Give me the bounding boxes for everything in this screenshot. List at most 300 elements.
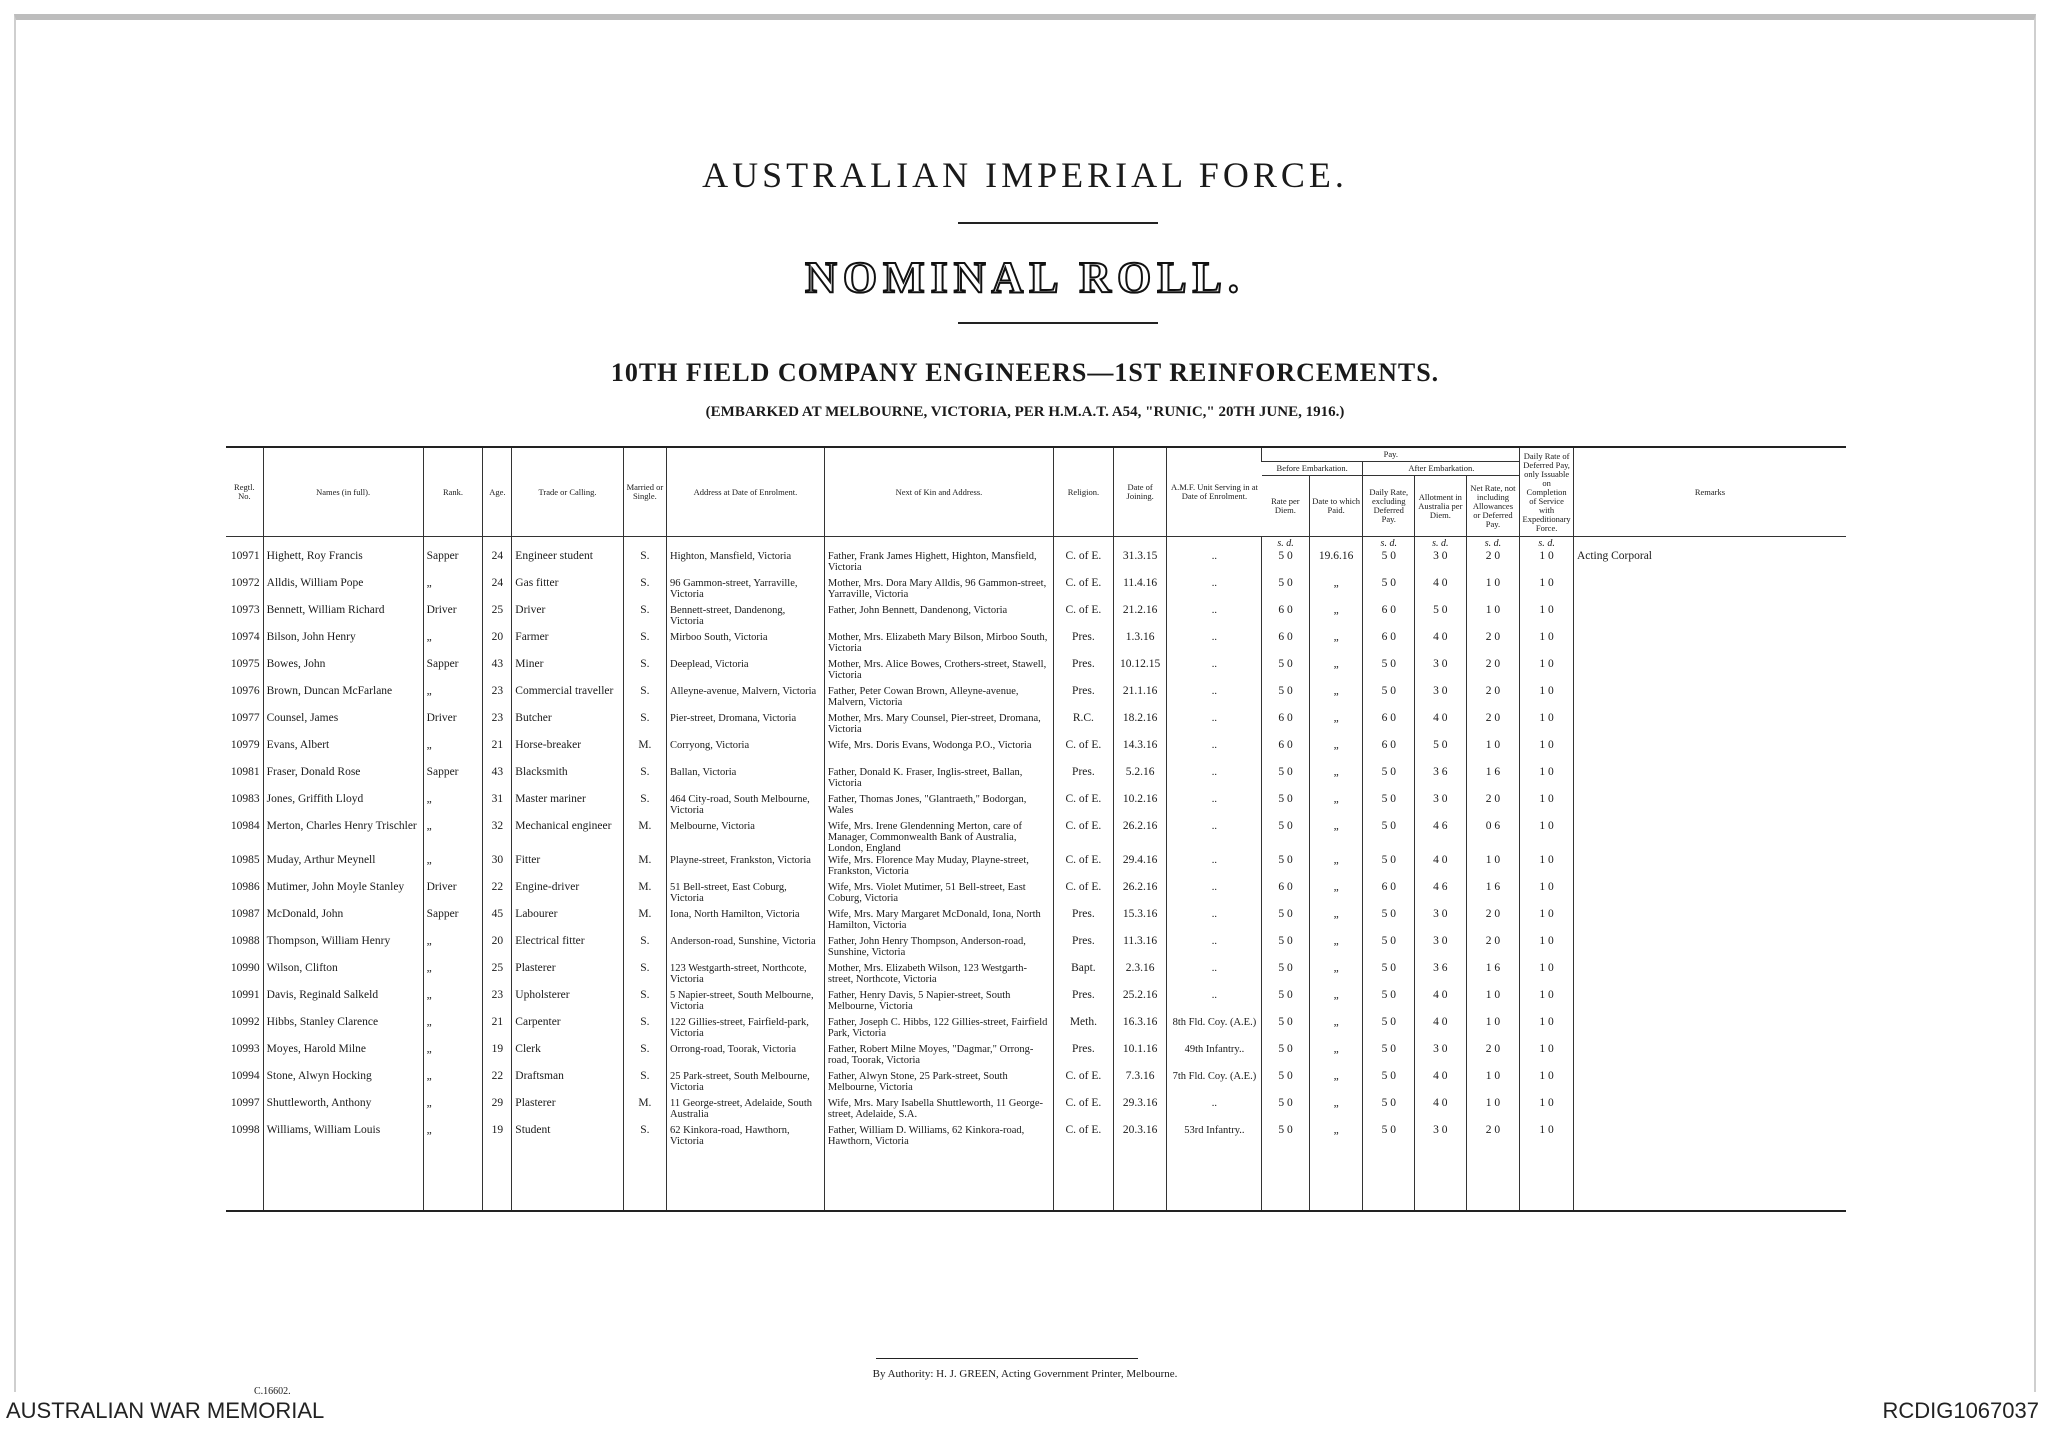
deferred-pay: 1 0 bbox=[1520, 631, 1574, 658]
unit-serving: .. bbox=[1167, 1097, 1262, 1124]
daily-rate: 5 0 bbox=[1363, 658, 1415, 685]
date-paid: „ bbox=[1309, 793, 1363, 820]
soldier-name: Thompson, William Henry bbox=[263, 935, 423, 962]
date-joined: 7.3.16 bbox=[1113, 1070, 1167, 1097]
daily-rate: 5 0 bbox=[1363, 685, 1415, 712]
religion: Meth. bbox=[1053, 1016, 1113, 1043]
daily-rate: 5 0 bbox=[1363, 1043, 1415, 1070]
rate-per-diem: 5 0 bbox=[1262, 962, 1309, 989]
table-row bbox=[226, 604, 1846, 631]
trade: Butcher bbox=[512, 712, 623, 739]
trade: Fitter bbox=[512, 854, 623, 881]
rate-per-diem: 5 0 bbox=[1262, 1070, 1309, 1097]
rank: „ bbox=[423, 1124, 483, 1151]
col-rate-per-diem: Rate per Diem. bbox=[1262, 476, 1309, 537]
date-paid: „ bbox=[1309, 1097, 1363, 1124]
trade: Plasterer bbox=[512, 962, 623, 989]
soldier-name: Wilson, Clifton bbox=[263, 962, 423, 989]
net-rate: 2 0 bbox=[1466, 1043, 1520, 1070]
marital-status: S. bbox=[623, 989, 666, 1016]
daily-rate: 5 0 bbox=[1363, 820, 1415, 854]
religion: Pres. bbox=[1053, 935, 1113, 962]
address: Melbourne, Victoria bbox=[667, 820, 825, 854]
trade: Farmer bbox=[512, 631, 623, 658]
net-rate: 2 0 bbox=[1466, 1124, 1520, 1151]
table-row bbox=[226, 766, 1846, 793]
trade: Plasterer bbox=[512, 1097, 623, 1124]
col-married: Married or Single. bbox=[623, 447, 666, 537]
empty-cell bbox=[1167, 1151, 1262, 1211]
address: Corryong, Victoria bbox=[667, 739, 825, 766]
address: 464 City-road, South Melbourne, Victoria bbox=[667, 793, 825, 820]
address: Highton, Mansfield, Victoria bbox=[667, 550, 825, 577]
rank: „ bbox=[423, 793, 483, 820]
rate-per-diem: 6 0 bbox=[1262, 631, 1309, 658]
regtl-no: 10983 bbox=[230, 793, 260, 805]
table-row bbox=[226, 908, 1846, 935]
net-rate: 1 0 bbox=[1466, 1016, 1520, 1043]
net-rate: 2 0 bbox=[1466, 631, 1520, 658]
remarks bbox=[1573, 793, 1846, 820]
daily-rate: 5 0 bbox=[1363, 989, 1415, 1016]
date-joined: 11.3.16 bbox=[1113, 935, 1167, 962]
trade: Driver bbox=[512, 604, 623, 631]
empty-cell bbox=[667, 1151, 825, 1211]
net-rate: 1 0 bbox=[1466, 604, 1520, 631]
deferred-pay: 1 0 bbox=[1520, 935, 1574, 962]
date-joined: 26.2.16 bbox=[1113, 820, 1167, 854]
remarks bbox=[1573, 1070, 1846, 1097]
deferred-pay: 1 0 bbox=[1520, 908, 1574, 935]
address: Playne-street, Frankston, Victoria bbox=[667, 854, 825, 881]
allotment: 4 0 bbox=[1415, 854, 1467, 881]
unit-serving: .. bbox=[1167, 550, 1262, 577]
date-paid: „ bbox=[1309, 658, 1363, 685]
regtl-no: 10972 bbox=[230, 577, 260, 589]
date-joined: 18.2.16 bbox=[1113, 712, 1167, 739]
col-rank: Rank. bbox=[423, 447, 483, 537]
allotment: 3 0 bbox=[1415, 908, 1467, 935]
empty-cell bbox=[1262, 1151, 1309, 1211]
daily-rate: 6 0 bbox=[1363, 604, 1415, 631]
address: Pier-street, Dromana, Victoria bbox=[667, 712, 825, 739]
deferred-pay: 1 0 bbox=[1520, 1016, 1574, 1043]
deferred-pay: 1 0 bbox=[1520, 739, 1574, 766]
age: 25 bbox=[483, 962, 512, 989]
daily-rate: 5 0 bbox=[1363, 1016, 1415, 1043]
soldier-name: Stone, Alwyn Hocking bbox=[263, 1070, 423, 1097]
remarks bbox=[1573, 854, 1846, 881]
date-joined: 10.12.15 bbox=[1113, 658, 1167, 685]
remarks: Acting Corporal bbox=[1573, 550, 1846, 577]
marital-status: S. bbox=[623, 962, 666, 989]
col-allotment: Allotment in Australia per Diem. bbox=[1415, 476, 1467, 537]
unit-serving: 49th Infantry.. bbox=[1167, 1043, 1262, 1070]
date-paid: „ bbox=[1309, 631, 1363, 658]
daily-rate: 5 0 bbox=[1363, 1070, 1415, 1097]
next-of-kin: Father, William D. Williams, 62 Kinkora-road, Hawthorn, Victoria bbox=[824, 1124, 1053, 1151]
trade: Gas fitter bbox=[512, 577, 623, 604]
deferred-pay: 1 0 bbox=[1520, 550, 1574, 577]
date-joined: 16.3.16 bbox=[1113, 1016, 1167, 1043]
subtitle-rule bbox=[958, 322, 1158, 324]
rate-per-diem: 5 0 bbox=[1262, 577, 1309, 604]
regtl-no: 10991 bbox=[230, 989, 260, 1001]
next-of-kin: Wife, Mrs. Violet Mutimer, 51 Bell-street, East Coburg, Victoria bbox=[824, 881, 1053, 908]
regtl-no: 10974 bbox=[230, 631, 260, 643]
col-before-embarkation: Before Embarkation. bbox=[1262, 462, 1363, 476]
col-names: Names (in full). bbox=[263, 447, 423, 537]
unit-d: d. bbox=[1493, 538, 1502, 549]
soldier-name: Bennett, William Richard bbox=[263, 604, 423, 631]
nominal-roll-table bbox=[226, 446, 1846, 1212]
trade: Labourer bbox=[512, 908, 623, 935]
rate-per-diem: 5 0 bbox=[1262, 1097, 1309, 1124]
rank: „ bbox=[423, 739, 483, 766]
net-rate: 2 0 bbox=[1466, 793, 1520, 820]
soldier-name: Davis, Reginald Salkeld bbox=[263, 989, 423, 1016]
net-rate: 1 0 bbox=[1466, 1070, 1520, 1097]
unit-serving: .. bbox=[1167, 908, 1262, 935]
unit-heading: 10TH FIELD COMPANY ENGINEERS—1ST REINFORCEMENTS. bbox=[610, 358, 1440, 387]
religion: C. of E. bbox=[1053, 604, 1113, 631]
empty-cell bbox=[1053, 1151, 1113, 1211]
address: 96 Gammon-street, Yarraville, Victoria bbox=[667, 577, 825, 604]
net-rate: 2 0 bbox=[1466, 935, 1520, 962]
soldier-name: Alldis, William Pope bbox=[263, 577, 423, 604]
rate-per-diem: 5 0 bbox=[1262, 1043, 1309, 1070]
col-date-joining: Date of Joining. bbox=[1113, 447, 1167, 537]
address: Bennett-street, Dandenong, Victoria bbox=[667, 604, 825, 631]
deferred-pay: 1 0 bbox=[1520, 658, 1574, 685]
trade: Miner bbox=[512, 658, 623, 685]
deferred-pay: 1 0 bbox=[1520, 820, 1574, 854]
next-of-kin: Father, Henry Davis, 5 Napier-street, South Melbourne, Victoria bbox=[824, 989, 1053, 1016]
marital-status: M. bbox=[623, 854, 666, 881]
soldier-name: Hibbs, Stanley Clarence bbox=[263, 1016, 423, 1043]
address: 11 George-street, Adelaide, South Australia bbox=[667, 1097, 825, 1124]
date-paid: „ bbox=[1309, 1043, 1363, 1070]
rank: „ bbox=[423, 935, 483, 962]
net-rate: 1 6 bbox=[1466, 962, 1520, 989]
regtl-no: 10990 bbox=[230, 962, 260, 974]
soldier-name: Bowes, John bbox=[263, 658, 423, 685]
unit-serving: 53rd Infantry.. bbox=[1167, 1124, 1262, 1151]
empty-cell bbox=[623, 1151, 666, 1211]
allotment: 4 6 bbox=[1415, 881, 1467, 908]
regtl-no: 10985 bbox=[230, 854, 260, 866]
marital-status: S. bbox=[623, 685, 666, 712]
table-row bbox=[226, 1070, 1846, 1097]
marital-status: S. bbox=[623, 658, 666, 685]
date-joined: 10.1.16 bbox=[1113, 1043, 1167, 1070]
regtl-no: 10992 bbox=[230, 1016, 260, 1028]
allotment: 3 6 bbox=[1415, 962, 1467, 989]
col-address: Address at Date of Enrolment. bbox=[667, 447, 825, 537]
unit-serving: .. bbox=[1167, 793, 1262, 820]
religion: Bapt. bbox=[1053, 962, 1113, 989]
religion: C. of E. bbox=[1053, 577, 1113, 604]
trade: Draftsman bbox=[512, 1070, 623, 1097]
rank: Driver bbox=[423, 604, 483, 631]
unit-serving: .. bbox=[1167, 820, 1262, 854]
date-paid: „ bbox=[1309, 881, 1363, 908]
date-paid: 19.6.16 bbox=[1309, 550, 1363, 577]
next-of-kin: Father, Frank James Highett, Highton, Mansfield, Victoria bbox=[824, 550, 1053, 577]
deferred-pay: 1 0 bbox=[1520, 685, 1574, 712]
daily-rate: 6 0 bbox=[1363, 631, 1415, 658]
deferred-pay: 1 0 bbox=[1520, 1070, 1574, 1097]
rank: „ bbox=[423, 1070, 483, 1097]
col-after-embarkation: After Embarkation. bbox=[1363, 462, 1520, 476]
col-age: Age. bbox=[483, 447, 512, 537]
rank: Sapper bbox=[423, 658, 483, 685]
age: 30 bbox=[483, 854, 512, 881]
rank: „ bbox=[423, 631, 483, 658]
trade: Commercial traveller bbox=[512, 685, 623, 712]
address: Orrong-road, Toorak, Victoria bbox=[667, 1043, 825, 1070]
trade: Mechanical engineer bbox=[512, 820, 623, 854]
trade: Engine-driver bbox=[512, 881, 623, 908]
allotment: 4 0 bbox=[1415, 1016, 1467, 1043]
date-paid: „ bbox=[1309, 712, 1363, 739]
title-rule bbox=[958, 222, 1158, 224]
daily-rate: 5 0 bbox=[1363, 793, 1415, 820]
marital-status: S. bbox=[623, 604, 666, 631]
regtl-no: 10971 bbox=[230, 550, 260, 562]
regtl-no: 10977 bbox=[230, 712, 260, 724]
rank: Driver bbox=[423, 712, 483, 739]
allotment: 3 0 bbox=[1415, 793, 1467, 820]
net-rate: 0 6 bbox=[1466, 820, 1520, 854]
remarks bbox=[1573, 739, 1846, 766]
date-joined: 26.2.16 bbox=[1113, 881, 1167, 908]
soldier-name: Mutimer, John Moyle Stanley bbox=[263, 881, 423, 908]
record-id: RCDIG1067037 bbox=[1882, 1398, 2039, 1423]
soldier-name: Bilson, John Henry bbox=[263, 631, 423, 658]
regtl-no: 10975 bbox=[230, 658, 260, 670]
table-row bbox=[226, 793, 1846, 820]
remarks bbox=[1573, 1016, 1846, 1043]
regtl-no: 10981 bbox=[230, 766, 260, 778]
next-of-kin: Father, Alwyn Stone, 25 Park-street, South Melbourne, Victoria bbox=[824, 1070, 1053, 1097]
empty-cell bbox=[263, 1151, 423, 1211]
net-rate: 1 0 bbox=[1466, 739, 1520, 766]
marital-status: S. bbox=[623, 1070, 666, 1097]
address: Alleyne-avenue, Malvern, Victoria bbox=[667, 685, 825, 712]
age: 19 bbox=[483, 1043, 512, 1070]
rank: Driver bbox=[423, 881, 483, 908]
soldier-name: Highett, Roy Francis bbox=[263, 550, 423, 577]
document-title: AUSTRALIAN IMPERIAL FORCE. bbox=[702, 155, 1348, 195]
rank: „ bbox=[423, 1097, 483, 1124]
date-joined: 15.3.16 bbox=[1113, 908, 1167, 935]
net-rate: 1 0 bbox=[1466, 577, 1520, 604]
age: 19 bbox=[483, 1124, 512, 1151]
remarks bbox=[1573, 712, 1846, 739]
rank: „ bbox=[423, 577, 483, 604]
unit-serving: .. bbox=[1167, 604, 1262, 631]
unit-serving: .. bbox=[1167, 935, 1262, 962]
remarks bbox=[1573, 1124, 1846, 1151]
footer-rule bbox=[876, 1358, 1138, 1359]
allotment: 3 0 bbox=[1415, 935, 1467, 962]
empty-cell bbox=[1415, 1151, 1467, 1211]
archive-watermark: AUSTRALIAN WAR MEMORIAL bbox=[6, 1398, 325, 1423]
soldier-name: Moyes, Harold Milne bbox=[263, 1043, 423, 1070]
allotment: 4 0 bbox=[1415, 631, 1467, 658]
next-of-kin: Father, Donald K. Fraser, Inglis-street, Ballan, Victoria bbox=[824, 766, 1053, 793]
next-of-kin: Mother, Mrs. Dora Mary Alldis, 96 Gammon-street, Yarraville, Victoria bbox=[824, 577, 1053, 604]
table-row bbox=[226, 658, 1846, 685]
next-of-kin: Father, Robert Milne Moyes, "Dagmar," Orrong-road, Toorak, Victoria bbox=[824, 1043, 1053, 1070]
trade: Engineer student bbox=[512, 550, 623, 577]
age: 29 bbox=[483, 1097, 512, 1124]
age: 22 bbox=[483, 1070, 512, 1097]
allotment: 3 0 bbox=[1415, 550, 1467, 577]
marital-status: S. bbox=[623, 631, 666, 658]
net-rate: 1 6 bbox=[1466, 881, 1520, 908]
next-of-kin: Father, John Henry Thompson, Anderson-road, Sunshine, Victoria bbox=[824, 935, 1053, 962]
col-net-rate: Net Rate, not including Allowances or Deferred Pay. bbox=[1466, 476, 1520, 537]
daily-rate: 5 0 bbox=[1363, 1124, 1415, 1151]
religion: R.C. bbox=[1053, 712, 1113, 739]
trade: Upholsterer bbox=[512, 989, 623, 1016]
age: 22 bbox=[483, 881, 512, 908]
address: Deeplead, Victoria bbox=[667, 658, 825, 685]
deferred-pay: 1 0 bbox=[1520, 577, 1574, 604]
unit-d: d. bbox=[1547, 538, 1555, 549]
rate-per-diem: 6 0 bbox=[1262, 881, 1309, 908]
document-subtitle: NOMINAL ROLL. bbox=[805, 253, 1245, 302]
unit-serving: .. bbox=[1167, 631, 1262, 658]
date-paid: „ bbox=[1309, 739, 1363, 766]
empty-cell bbox=[226, 1151, 263, 1211]
date-paid: „ bbox=[1309, 989, 1363, 1016]
age: 43 bbox=[483, 658, 512, 685]
remarks bbox=[1573, 577, 1846, 604]
table-row bbox=[226, 935, 1846, 962]
regtl-no: 10987 bbox=[230, 908, 260, 920]
unit-serving: .. bbox=[1167, 962, 1262, 989]
allotment: 4 0 bbox=[1415, 1070, 1467, 1097]
allotment: 4 0 bbox=[1415, 1097, 1467, 1124]
net-rate: 1 6 bbox=[1466, 766, 1520, 793]
rank: „ bbox=[423, 854, 483, 881]
allotment: 3 0 bbox=[1415, 1043, 1467, 1070]
regtl-no: 10976 bbox=[230, 685, 260, 697]
soldier-name: Jones, Griffith Lloyd bbox=[263, 793, 423, 820]
date-joined: 5.2.16 bbox=[1113, 766, 1167, 793]
col-trade: Trade or Calling. bbox=[512, 447, 623, 537]
table-row bbox=[226, 577, 1846, 604]
marital-status: S. bbox=[623, 550, 666, 577]
age: 45 bbox=[483, 908, 512, 935]
rate-per-diem: 5 0 bbox=[1262, 854, 1309, 881]
table-row bbox=[226, 739, 1846, 766]
age: 31 bbox=[483, 793, 512, 820]
empty-cell bbox=[1520, 1151, 1574, 1211]
age: 32 bbox=[483, 820, 512, 854]
rank: „ bbox=[423, 1043, 483, 1070]
remarks bbox=[1573, 685, 1846, 712]
date-paid: „ bbox=[1309, 604, 1363, 631]
empty-cell bbox=[1573, 1151, 1846, 1211]
rate-per-diem: 6 0 bbox=[1262, 604, 1309, 631]
net-rate: 2 0 bbox=[1466, 658, 1520, 685]
rank: „ bbox=[423, 685, 483, 712]
unit-d: d. bbox=[1389, 538, 1397, 549]
document-page bbox=[14, 14, 2036, 1397]
net-rate: 1 0 bbox=[1466, 1097, 1520, 1124]
remarks bbox=[1573, 935, 1846, 962]
religion: C. of E. bbox=[1053, 1124, 1113, 1151]
date-joined: 11.4.16 bbox=[1113, 577, 1167, 604]
regtl-no: 10984 bbox=[230, 820, 260, 832]
next-of-kin: Wife, Mrs. Florence May Muday, Playne-street, Frankston, Victoria bbox=[824, 854, 1053, 881]
empty-cell bbox=[512, 1151, 623, 1211]
daily-rate: 6 0 bbox=[1363, 739, 1415, 766]
religion: Pres. bbox=[1053, 989, 1113, 1016]
date-joined: 31.3.15 bbox=[1113, 550, 1167, 577]
empty-cell bbox=[1466, 1151, 1520, 1211]
allotment: 3 0 bbox=[1415, 1124, 1467, 1151]
address: 122 Gillies-street, Fairfield-park, Victoria bbox=[667, 1016, 825, 1043]
units-row bbox=[226, 537, 1846, 551]
next-of-kin: Father, Joseph C. Hibbs, 122 Gillies-street, Fairfield Park, Victoria bbox=[824, 1016, 1053, 1043]
allotment: 3 0 bbox=[1415, 685, 1467, 712]
net-rate: 2 0 bbox=[1466, 685, 1520, 712]
date-paid: „ bbox=[1309, 820, 1363, 854]
age: 43 bbox=[483, 766, 512, 793]
religion: Pres. bbox=[1053, 631, 1113, 658]
unit-serving: .. bbox=[1167, 739, 1262, 766]
marital-status: S. bbox=[623, 1016, 666, 1043]
regtl-no: 10997 bbox=[230, 1097, 260, 1109]
remarks bbox=[1573, 1043, 1846, 1070]
date-joined: 10.2.16 bbox=[1113, 793, 1167, 820]
rank: „ bbox=[423, 962, 483, 989]
marital-status: S. bbox=[623, 1043, 666, 1070]
date-paid: „ bbox=[1309, 962, 1363, 989]
next-of-kin: Wife, Mrs. Mary Isabella Shuttleworth, 11 George-street, Adelaide, S.A. bbox=[824, 1097, 1053, 1124]
date-paid: „ bbox=[1309, 685, 1363, 712]
age: 20 bbox=[483, 631, 512, 658]
unit-serving: .. bbox=[1167, 881, 1262, 908]
unit-s: s. bbox=[1277, 538, 1284, 549]
unit-serving: .. bbox=[1167, 577, 1262, 604]
marital-status: M. bbox=[623, 820, 666, 854]
religion: Pres. bbox=[1053, 1043, 1113, 1070]
religion: Pres. bbox=[1053, 766, 1113, 793]
regtl-no: 10988 bbox=[230, 935, 260, 947]
rank: Sapper bbox=[423, 908, 483, 935]
unit-s: s. bbox=[1538, 538, 1545, 549]
empty-cell bbox=[824, 1151, 1053, 1211]
religion: C. of E. bbox=[1053, 881, 1113, 908]
rate-per-diem: 5 0 bbox=[1262, 908, 1309, 935]
unit-d: d. bbox=[1286, 538, 1294, 549]
net-rate: 2 0 bbox=[1466, 908, 1520, 935]
unit-s: s. bbox=[1380, 538, 1387, 549]
address: 62 Kinkora-road, Hawthorn, Victoria bbox=[667, 1124, 825, 1151]
regtl-no: 10986 bbox=[230, 881, 260, 893]
remarks bbox=[1573, 766, 1846, 793]
trade: Student bbox=[512, 1124, 623, 1151]
address: 123 Westgarth-street, Northcote, Victoria bbox=[667, 962, 825, 989]
date-joined: 2.3.16 bbox=[1113, 962, 1167, 989]
daily-rate: 6 0 bbox=[1363, 712, 1415, 739]
